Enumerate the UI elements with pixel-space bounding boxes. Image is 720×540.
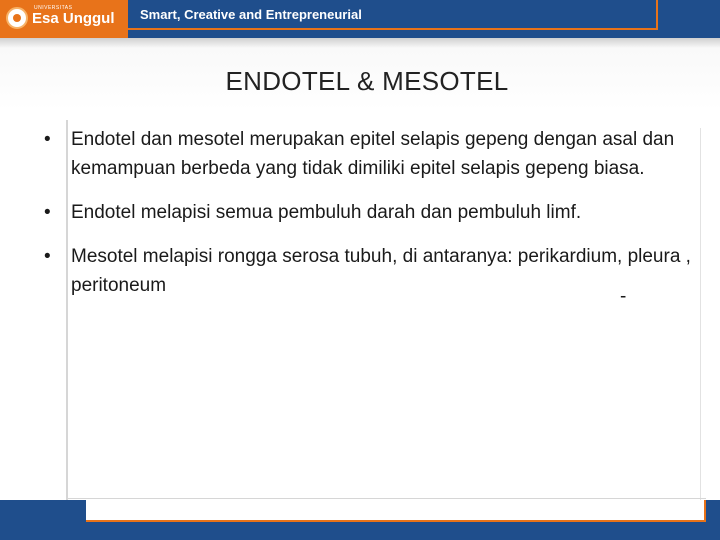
bullet-dot: •	[44, 129, 51, 150]
bullet-item	[44, 125, 694, 183]
bullet-text: Endotel melapisi semua pembuluh darah dan pembuluh limf.	[71, 202, 582, 223]
university-logo	[0, 0, 128, 38]
footer-accent	[0, 524, 720, 540]
frame-line-bottom	[66, 498, 706, 499]
bullet-dot: •	[44, 202, 51, 223]
logo-small-text: UNIVERSITAS	[34, 5, 73, 11]
header-bar	[0, 0, 720, 38]
bullet-text: Endotel dan mesotel merupakan epitel selapis gepeng dengan asal dan kemampuan berbeda yang tidak dimiliki epitel selapis gepeng biasa.	[71, 129, 675, 179]
bullet-dot: •	[44, 246, 51, 267]
bullet-item	[44, 242, 694, 300]
university-seal-icon	[6, 7, 28, 29]
bullet-text: Mesotel melapisi rongga serosa tubuh, di antaranya: perikardium, pleura , peritoneum	[71, 246, 691, 296]
frame-line-right	[700, 128, 701, 500]
dash-mark: -	[620, 286, 627, 307]
tagline: Smart, Creative and Entrepreneurial	[140, 7, 362, 22]
slide-title: ENDOTEL & MESOTEL	[225, 66, 509, 96]
bullet-list	[44, 125, 694, 315]
logo-text: Esa Unggul	[32, 10, 115, 27]
footer-panel	[86, 500, 706, 522]
header-shadow	[0, 38, 720, 48]
bullet-item	[44, 198, 694, 227]
